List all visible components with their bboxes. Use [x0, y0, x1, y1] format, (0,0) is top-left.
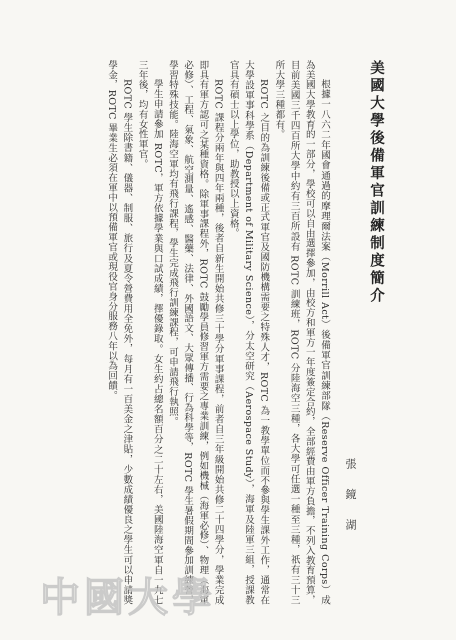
- document-title: 美國大學後備軍官訓練制度簡介: [368, 60, 385, 305]
- author-name: 張 鏡 湖: [344, 458, 357, 538]
- paragraph: 學生申請參加 ROTC，軍方依據學業與口試成績，擇優錄取。女生約占總名額百分之二十左右，美國陸海空軍自一九七三年後，均有女性軍官。: [136, 60, 163, 605]
- paragraph: ROTC 之目的為訓練後備或正式軍官及國防機構需要之特殊人才，ROTC 為一教學單位而不參與學生課外工作，通常在大學設軍事科學系（Department of Military Science），分太空研究（Aerospace Study），海軍及陸軍三組，授課教官具有碩士以上學位，助教授以上資格。: [227, 60, 270, 605]
- paragraph: ROTC 課程分兩年與四年兩種，後者自新生開始共修三十學分軍事課程，前者自三年級開始共修二十四學分，學業完成即具有軍方認可之某種資格。除軍事課程外，ROTC 鼓勵學員修習軍方需要之專業訓練，例如機械（海軍必修）、物理（海軍必修）、工程、氣象、航空測量、遙感、醫藥、法律、外國語文、大眾傳播、行為科學等，ROTC 學生暑假期間參加訓練營，學習特殊技能。陸海空軍均有飛行課程，學生完成飛行訓練課程，可申請飛行執照。: [166, 60, 224, 605]
- paragraph: ROTC 學生除書籍、儀器、制服、旅行及夏令營費用全免外，每月有一百美金之津貼，少數成績優良之學生可以申請獎學金，ROTC 畢業生必須在軍中以預備軍官或現役官身分服務八年以為回饋。: [106, 60, 133, 605]
- paragraph: 根據一八六二年國會通過的摩理爾法案（Morrill Act）後備軍官訓練部隊（Reserve Officer Training Corps）成為美國大學教育的一部分，學校可以自由選擇參加，由校方和軍方一年度簽定合約，全部經費由軍方負擔，不列入教育預算，目前美國三千四百所大學中約有三百所設有 ROTC 訓練班，ROTC 分陸海空三種，各大學可任選一種至三種，祇有三十三所大學三種都有。: [273, 60, 330, 605]
- watermark: 中國大學: [40, 574, 216, 621]
- document-body: [32, 60, 332, 605]
